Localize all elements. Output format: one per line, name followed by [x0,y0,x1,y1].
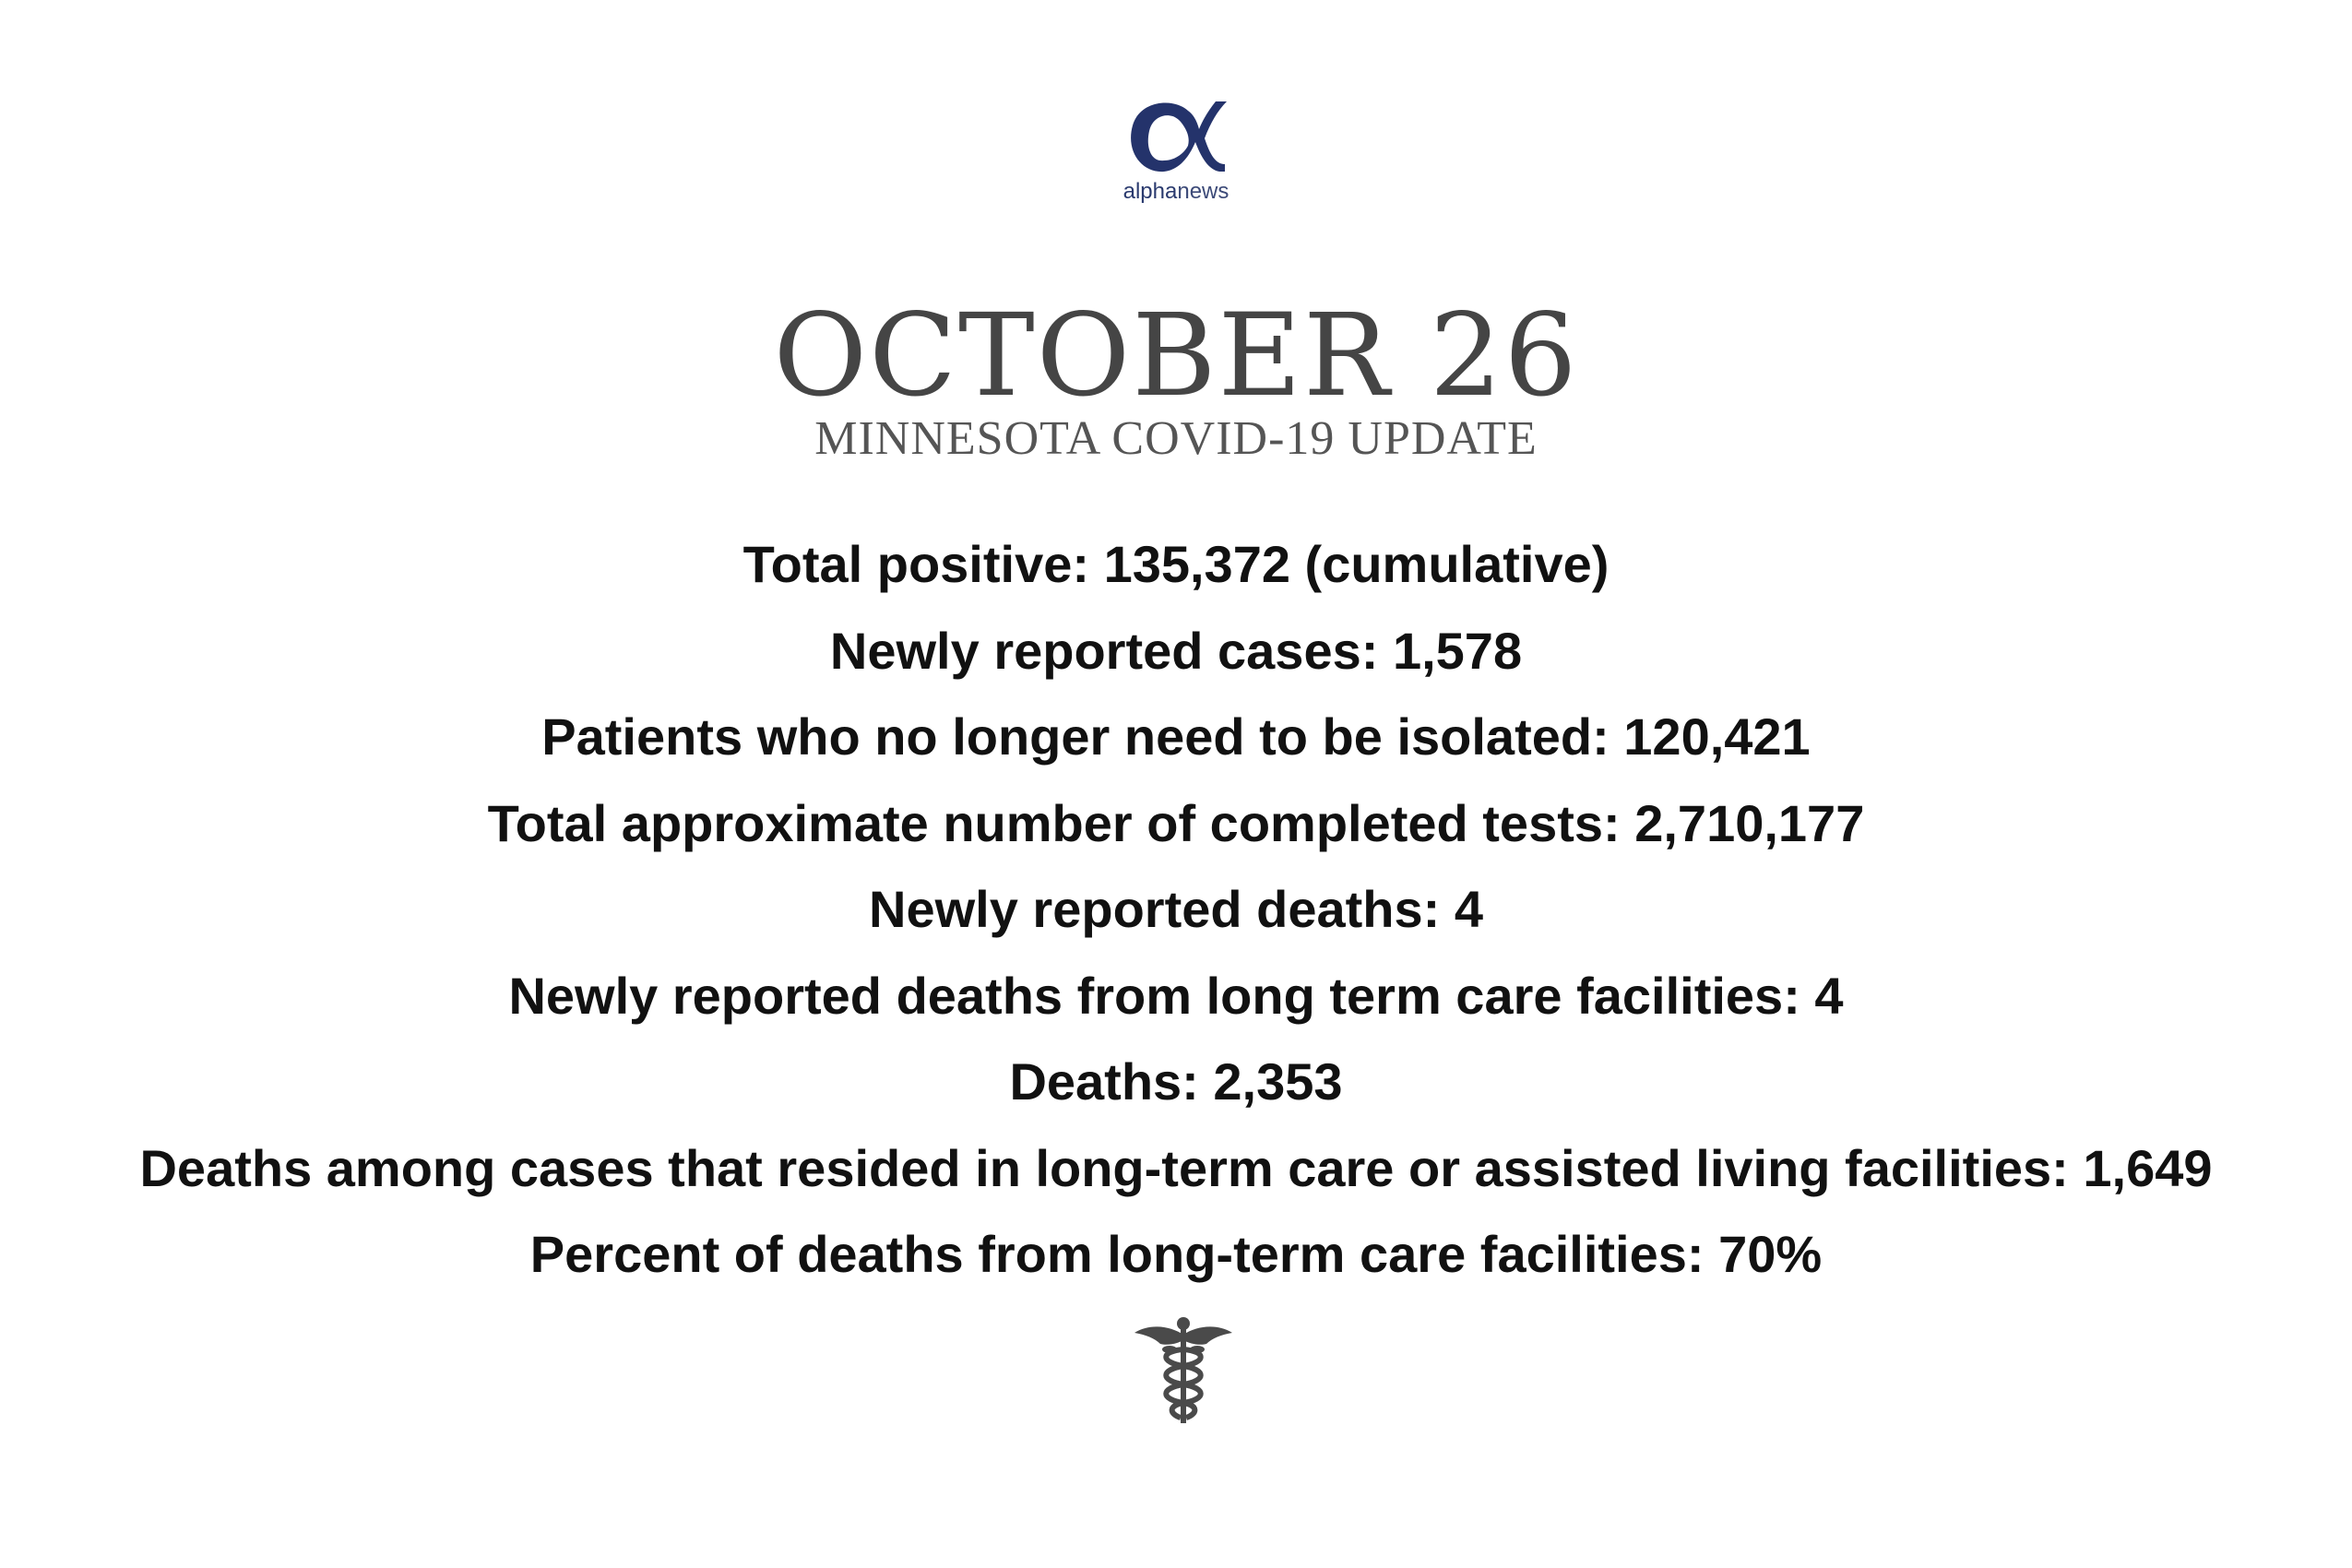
stat-ltc-percent: Percent of deaths from long-term care facilities: 70% [529,1225,1823,1283]
alpha-logo-icon [1123,98,1234,177]
logo-word-alpha: alpha [1123,179,1178,204]
logo-wordmark [1079,179,1273,205]
subtitle: MINNESOTA COVID-19 UPDATE [814,412,1538,465]
stat-new-ltc-deaths: Newly reported deaths from long term care facilities: 4 [508,966,1844,1025]
logo-word-news: news [1177,179,1229,204]
date-heading: OCTOBER 26 [773,290,1579,422]
stat-deaths: Deaths: 2,353 [1009,1052,1343,1111]
stat-new-deaths: Newly reported deaths: 4 [869,880,1483,938]
stats-list [0,521,2352,1298]
stat-no-longer-isolated: Patients who no longer need to be isolated: 120,421 [541,707,1811,766]
stat-ltc-deaths: Deaths among cases that resided in long-term care or assisted living facilities: 1,649 [139,1138,2213,1197]
stat-total-positive: Total positive: 135,372 (cumulative) [742,535,1610,593]
caduceus-icon [1133,1314,1234,1425]
alphanews-logo [1079,92,1273,212]
stat-new-cases: Newly reported cases: 1,578 [829,621,1523,680]
stat-completed-tests: Total approximate number of completed tests: 2,710,177 [487,793,1865,852]
